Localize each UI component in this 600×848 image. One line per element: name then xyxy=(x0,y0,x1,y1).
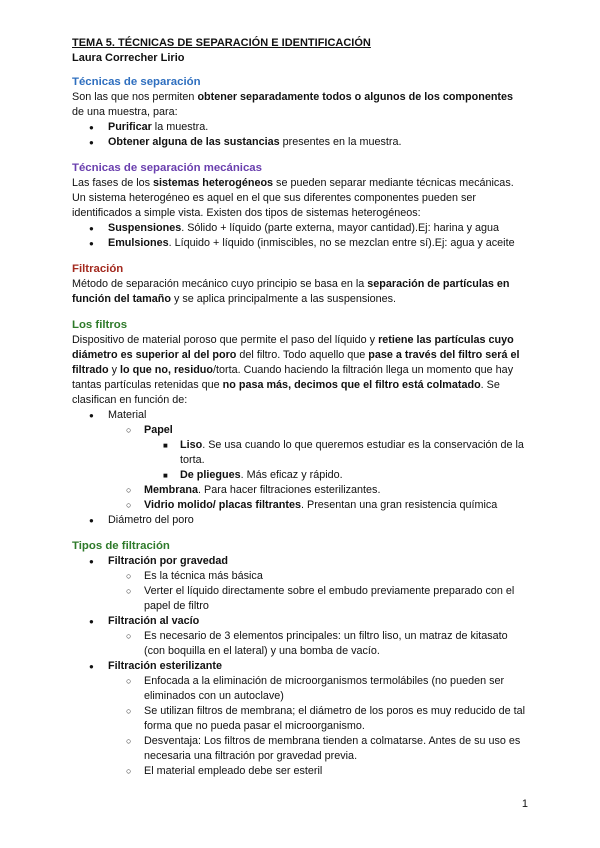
document-title: TEMA 5. TÉCNICAS DE SEPARACIÓN E IDENTIFICACIÓN xyxy=(72,37,371,49)
list-item: ○ Membrana. Para hacer filtraciones esterilizantes. xyxy=(72,483,528,498)
page-number: 1 xyxy=(521,798,528,810)
list-tipos-filtracion xyxy=(72,554,528,779)
list-item: ● Material xyxy=(72,408,528,423)
list-item: ● Suspensiones. Sólido + líquido (parte externa, mayor cantidad).Ej: harina y agua xyxy=(72,221,528,236)
list-item: ■ Liso. Se usa cuando lo que queremos estudiar es la conservación de la torta. xyxy=(72,438,528,468)
list-item: ○ Papel xyxy=(72,423,528,438)
heading-tipos-filtracion: Tipos de filtración xyxy=(72,540,170,552)
list-item: ○ Es la técnica más básica xyxy=(72,569,528,584)
heading-tecnicas-separacion: Técnicas de separación xyxy=(72,76,201,88)
list-item: ○ Es necesario de 3 elementos principales: un filtro liso, un matraz de kitasato (con boquilla en el lateral) y una bomba de vacío. xyxy=(72,629,528,659)
heading-tecnicas-mecanicas: Técnicas de separación mecánicas xyxy=(72,162,262,174)
list-item: ● Filtración esterilizante xyxy=(72,659,528,674)
list-item: ● Filtración por gravedad xyxy=(72,554,528,569)
document-page xyxy=(72,36,528,779)
paragraph-los-filtros: Dispositivo de material poroso que permite el paso del líquido y retiene las partículas cuyo diámetro es superior al del poro del filtro. Todo aquello que pase a través del filtro será el filtrado y lo que no, residuo/torta. Cuando haciendo la filtración llega un momento que hay tantas partículas retenidas que no pasa más, decimos que el filtro está colmatado. Se clasifican en función de: xyxy=(72,334,520,406)
list-purposes xyxy=(72,120,528,150)
list-item: ○ Vidrio molido/ placas filtrantes. Presentan una gran resistencia química xyxy=(72,498,528,513)
paragraph-tecnicas-mecanicas: Las fases de los sistemas heterogéneos se pueden separar mediante técnicas mecánicas. Un sistema heterogéneo es aquel en el que sus diferentes componentes pueden ser identificados a simple vista. Existen dos tipos de sistemas heterogéneos: xyxy=(72,177,514,219)
paragraph-filtracion: Método de separación mecánico cuyo principio se basa en la separación de partículas en función del tamaño y se aplica principalmente a las suspensiones. xyxy=(72,278,510,305)
list-item: ○ El material empleado debe ser esteril xyxy=(72,764,528,779)
list-item: ● Obtener alguna de las sustancias presentes en la muestra. xyxy=(72,135,528,150)
list-item: ○ Se utilizan filtros de membrana; el diámetro de los poros es muy reducido de tal forma que no pueda pasar el microorganismo. xyxy=(72,704,528,734)
list-item: ● Diámetro del poro xyxy=(72,513,528,528)
heading-filtracion: Filtración xyxy=(72,263,124,275)
list-item: ● Emulsiones. Líquido + líquido (inmiscibles, no se mezclan entre sí).Ej: agua y aceite xyxy=(72,236,528,251)
list-item: ○ Desventaja: Los filtros de membrana tienden a colmatarse. Antes de su uso es necesaria una filtración por gravedad previa. xyxy=(72,734,528,764)
paragraph-tecnicas-separacion: Son las que nos permiten obtener separadamente todos o algunos de los componentes de una muestra, para: xyxy=(72,91,514,118)
list-item: ○ Verter el líquido directamente sobre el embudo previamente preparado con el papel de filtro xyxy=(72,584,528,614)
list-sistemas xyxy=(72,221,528,251)
list-item: ○ Enfocada a la eliminación de microorganismos termolábiles (no pueden ser eliminados con un autoclave) xyxy=(72,674,528,704)
document-author: Laura Correcher Lirio xyxy=(72,52,185,64)
list-item: ● Filtración al vacío xyxy=(72,614,528,629)
list-item: ● Purificar la muestra. xyxy=(72,120,528,135)
heading-los-filtros: Los filtros xyxy=(72,319,128,331)
list-item: ■ De pliegues. Más eficaz y rápido. xyxy=(72,468,528,483)
list-filtros xyxy=(72,408,528,528)
